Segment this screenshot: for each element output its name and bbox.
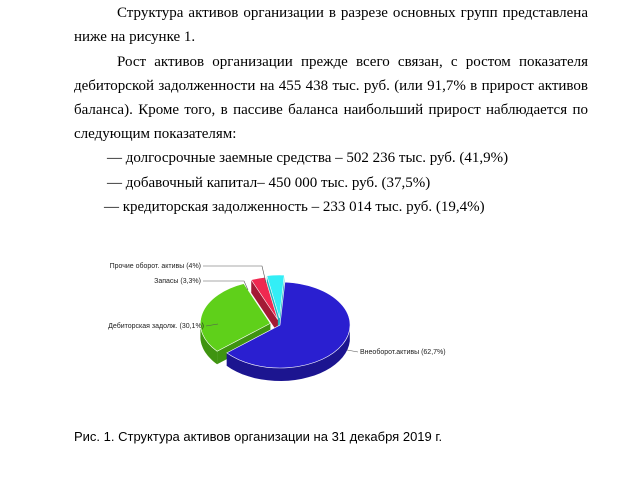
label-non-current-assets-leader — [347, 350, 358, 352]
label-non-current-assets: Внеоборот.активы (62,7%) — [360, 349, 446, 356]
bullet-accounts-payable: — кредиторская задолженность – 233 014 тыс. руб. (19,4%) — [104, 199, 485, 215]
paragraph-intro: Структура активов организации в разрезе основных групп представлена ниже на рисунке 1. — [74, 5, 588, 45]
paragraph-growth: Рост активов организации прежде всего связан, с ростом показателя дебиторской задолженности на 455 438 тыс. руб. (или 91,7% в прирост активов баланса). Кроме того, в пассиве баланса наибольший прирост наблюдается по следующим показателям: — [74, 54, 588, 142]
label-receivables: Дебиторская задолж. (30,1%) — [108, 323, 204, 330]
label-inventory: Запасы (3,3%) — [154, 278, 201, 285]
label-other-current-assets: Прочие оборот. активы (4%) — [109, 263, 201, 270]
pie-svg — [108, 250, 450, 405]
bullet-additional-capital: — добавочный капитал– 450 000 тыс. руб. (37,5%) — [107, 175, 431, 191]
asset-structure-pie-chart — [108, 250, 450, 405]
figure-caption: Рис. 1. Структура активов организации на 31 декабря 2019 г. — [74, 429, 443, 444]
bullet-long-term-loans: — долгосрочные заемные средства – 502 236 тыс. руб. (41,9%) — [107, 150, 509, 166]
